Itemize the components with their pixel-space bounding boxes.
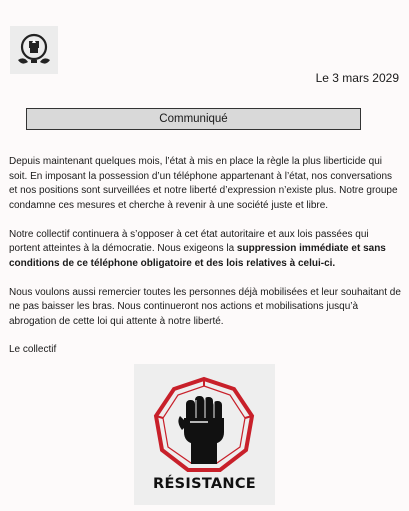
signature: Le collectif	[9, 344, 57, 355]
document-title: Communiqué	[26, 108, 361, 130]
paragraph-2-demand: suppression immédiate et sans conditions de ce téléphone obligatoire et des lois relatives à celui-ci.	[9, 243, 386, 269]
paragraph-3: Nous voulons aussi remercier toutes les personnes déjà mobilisées et leur souhaitant de ne pas baisser les bras. Nous continueront nos actions et mobilisations jusqu’à abrogation de cette loi qui attente à notre liberté.	[9, 286, 401, 327]
resistance-wordmark: RÉSISTANCE	[152, 476, 257, 492]
paragraph-2	[9, 228, 401, 272]
resistance-logo	[134, 364, 275, 505]
document-body	[9, 155, 401, 344]
document-date: Le 3 mars 2029	[315, 71, 399, 85]
fist-emblem-icon	[10, 26, 58, 74]
collective-logo-small	[10, 26, 58, 74]
paragraph-1: Depuis maintenant quelques mois, l’état à mis en place la règle la plus liberticide qui soit. En imposant la possession d’un téléphone appartenant à l’état, nos conversations et nos positions sont surveillées et notre liberté d’expression n’existe plus. Notre groupe condamne ces mesures et cherche à revenir à une société juste et libre.	[9, 156, 398, 211]
paragraph-2-text: Notre collectif continuera à s’opposer à cet état autoritaire et aux lois passées qui portent atteintes à la démocratie. Nous exigeons la	[9, 228, 369, 254]
